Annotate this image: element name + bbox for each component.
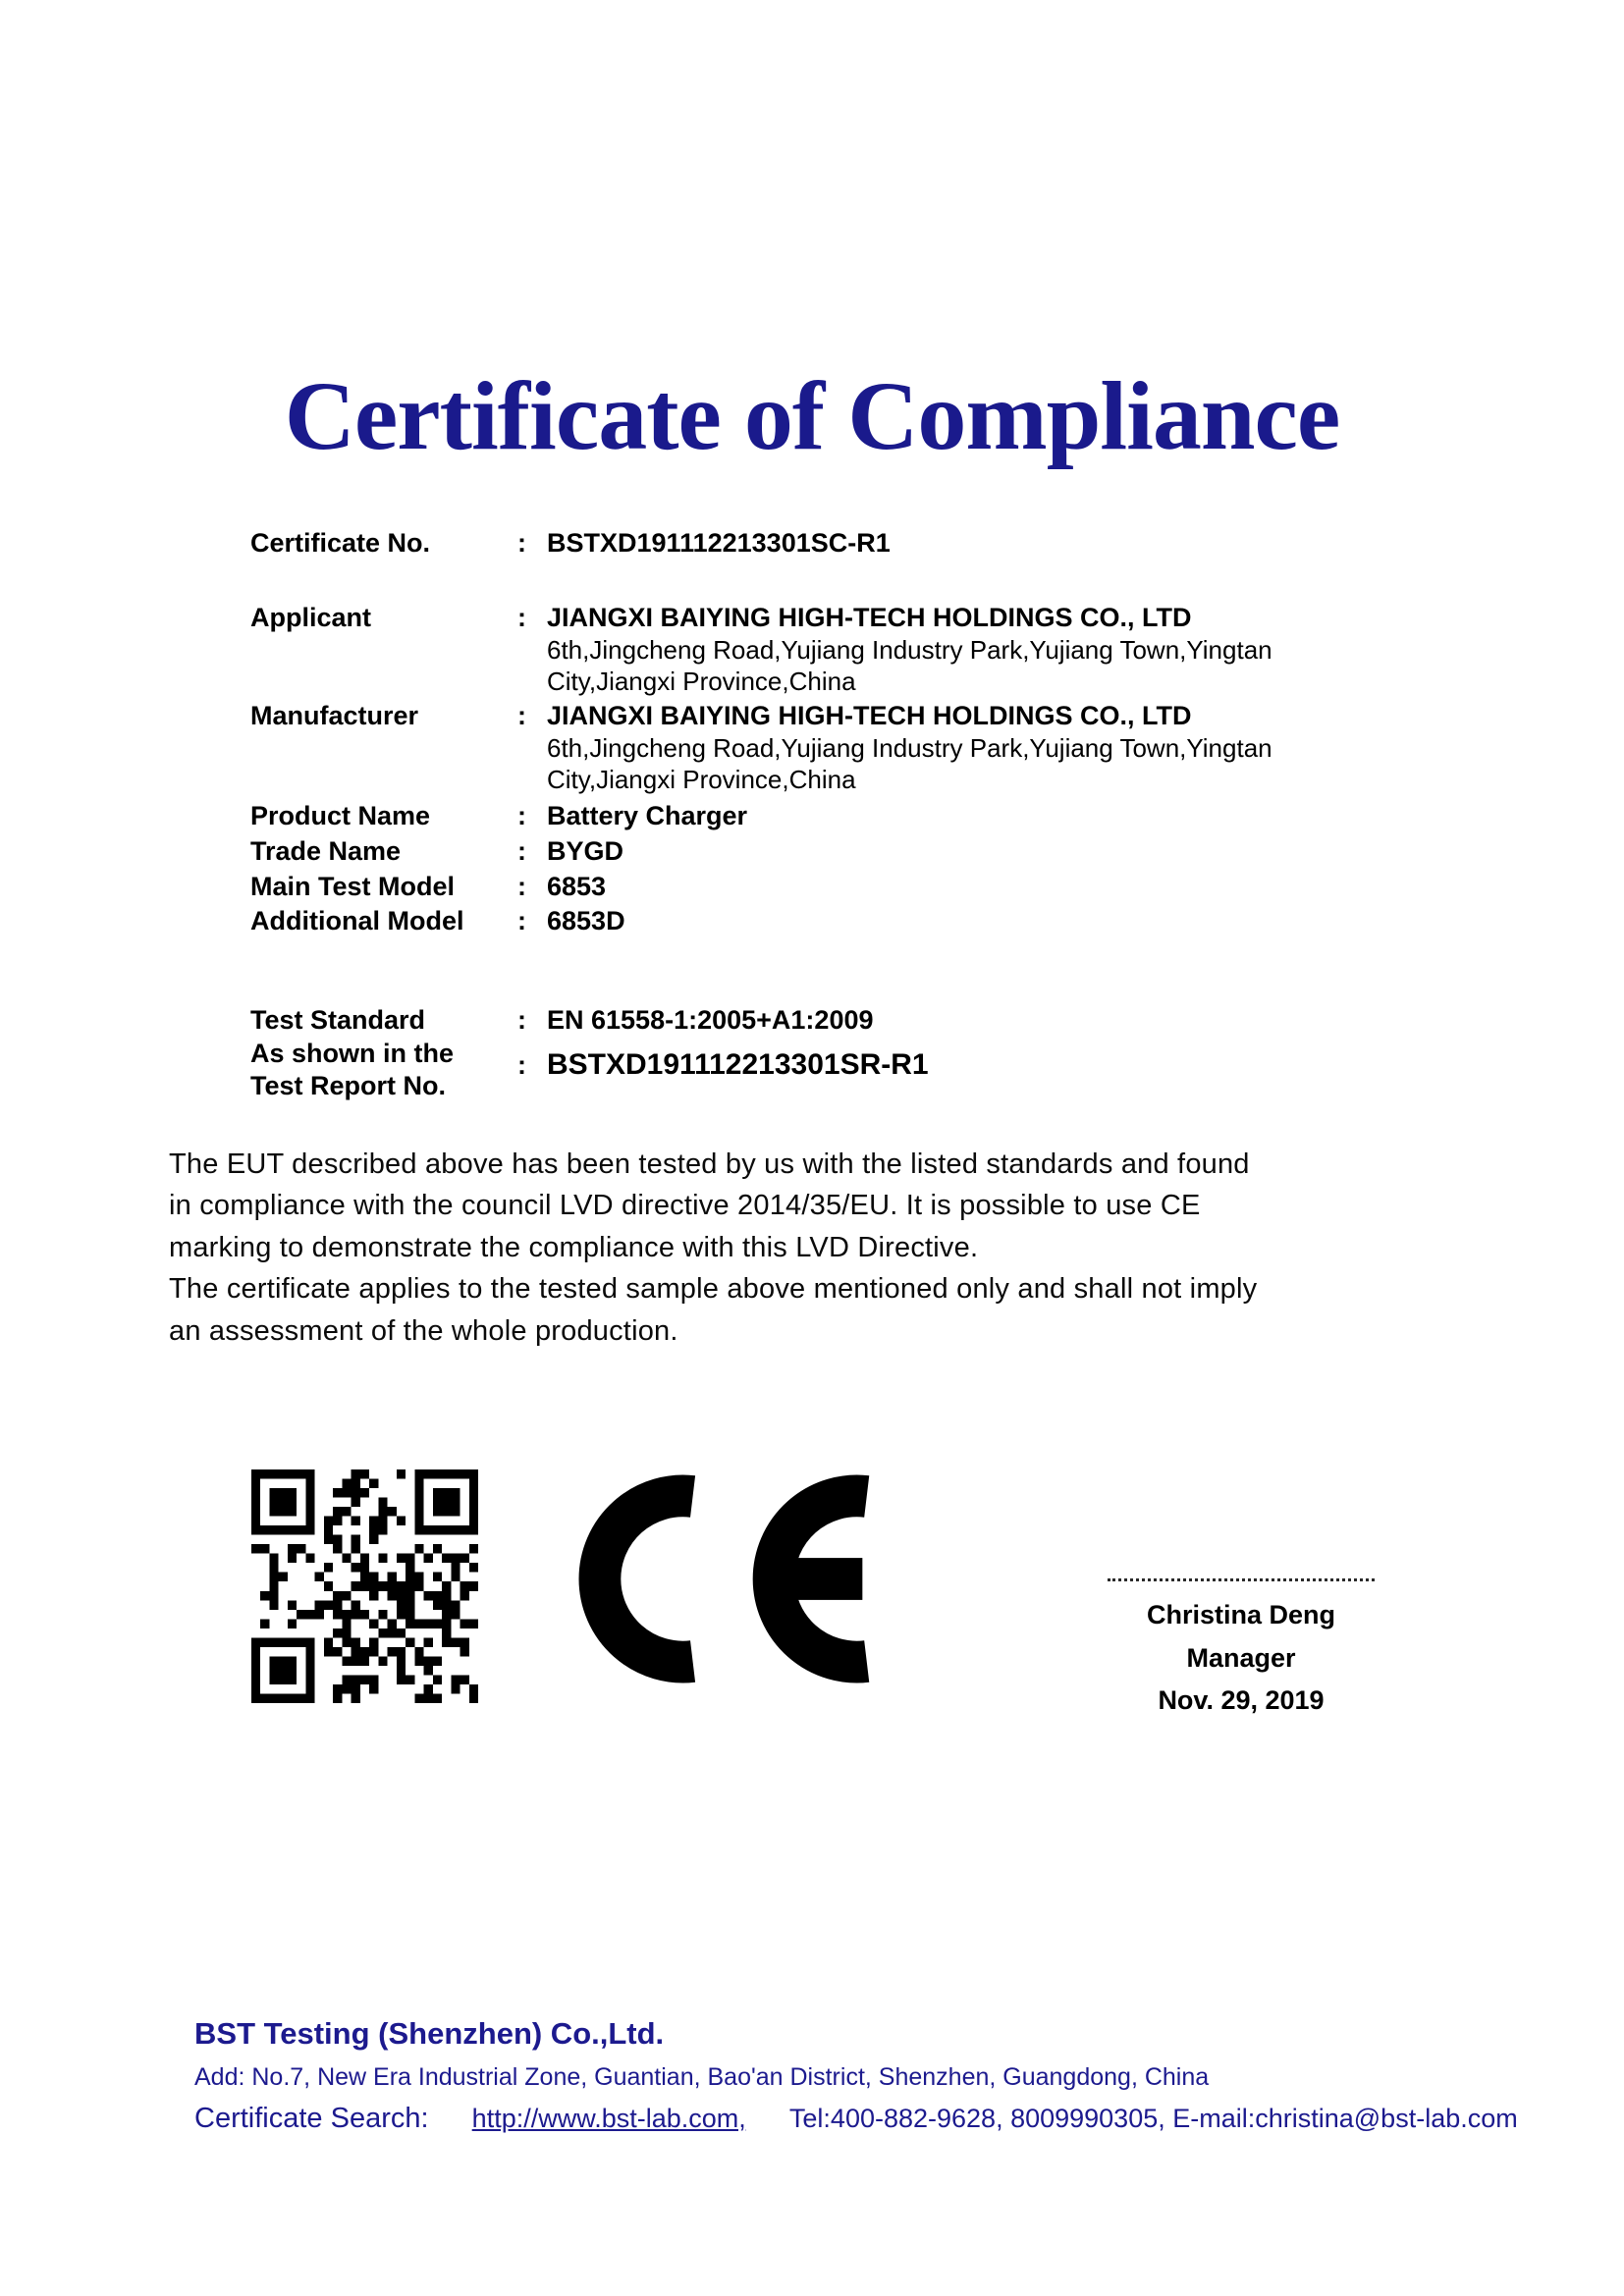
field-label-certificate-no: Certificate No. [250,528,431,558]
field-value-trade-name: BYGD [547,836,624,866]
footer-tel-email: Tel:400-882-9628, 8009990305, E-mail:christina@bst-lab.com [788,2104,1518,2133]
signature-dotted-line [1108,1567,1375,1581]
field-label-as-shown-in-the: As shown in the [250,1039,455,1068]
statement-line: an assessment of the whole production. [169,1315,678,1347]
field-colon: : [517,701,526,730]
field-colon: : [517,1005,526,1035]
field-colon: : [517,872,526,901]
manufacturer-address-line-1: 6th,Jingcheng Road,Yujiang Industry Park,Yujiang Town,Yingtan [547,733,1272,763]
field-value-certificate-no: BSTXD191112213301SC-R1 [547,528,891,558]
applicant-address-line-2: City,Jiangxi Province,China [547,667,856,696]
statement-line: marking to demonstrate the compliance with this LVD Directive. [169,1232,979,1263]
page-title: Certificate of Compliance [284,361,1340,470]
field-label-additional-model: Additional Model [250,906,464,935]
footer-address: Add: No.7, New Era Industrial Zone, Guantian, Bao'an District, Shenzhen, Guangdong, China [194,2063,1210,2091]
field-label-trade-name: Trade Name [250,836,402,866]
field-value-main-test-model: 6853 [547,872,607,901]
footer-company-name: BST Testing (Shenzhen) Co.,Ltd. [194,2016,665,2051]
field-label-manufacturer: Manufacturer [250,701,419,730]
field-label-test-report-no: Test Report No. [250,1071,447,1100]
field-colon: : [517,528,526,558]
signature-role: Manager [1186,1643,1296,1673]
field-colon: : [517,836,526,866]
field-colon: : [517,603,526,632]
field-colon: : [517,801,526,830]
field-label-test-standard: Test Standard [250,1005,426,1035]
signature-date: Nov. 29, 2019 [1158,1685,1325,1715]
footer-contact-line [194,2103,1518,2135]
statement-line: The EUT described above has been tested by us with the listed standards and found [169,1148,1250,1180]
certificate-search-link[interactable]: http://www.bst-lab.com, [471,2104,746,2133]
field-label-product-name: Product Name [250,801,431,830]
statement-line: The certificate applies to the tested sample above mentioned only and shall not imply [169,1273,1258,1305]
field-value-test-standard: EN 61558-1:2005+A1:2009 [547,1005,874,1035]
field-value-manufacturer: JIANGXI BAIYING HIGH-TECH HOLDINGS CO., LTD [547,701,1192,730]
statement-line: in compliance with the council LVD directive 2014/35/EU. It is possible to use CE [169,1190,1201,1221]
field-value-applicant: JIANGXI BAIYING HIGH-TECH HOLDINGS CO., LTD [547,603,1192,632]
certificate-search-label: Certificate Search: [194,2103,429,2134]
field-value-additional-model: 6853D [547,906,625,935]
field-value-test-report-no: BSTXD191112213301SR-R1 [547,1048,929,1081]
manufacturer-address-line-2: City,Jiangxi Province,China [547,765,856,794]
signature-name: Christina Deng [1146,1600,1336,1629]
applicant-address-line-1: 6th,Jingcheng Road,Yujiang Industry Park,Yujiang Town,Yingtan [547,635,1272,665]
field-colon: : [517,906,526,935]
field-colon: : [517,1050,526,1080]
field-value-product-name: Battery Charger [547,801,748,830]
qr-code [251,1469,478,1703]
ce-mark-logo [577,1474,872,1683]
field-label-main-test-model: Main Test Model [250,872,456,901]
field-label-applicant: Applicant [250,603,372,632]
